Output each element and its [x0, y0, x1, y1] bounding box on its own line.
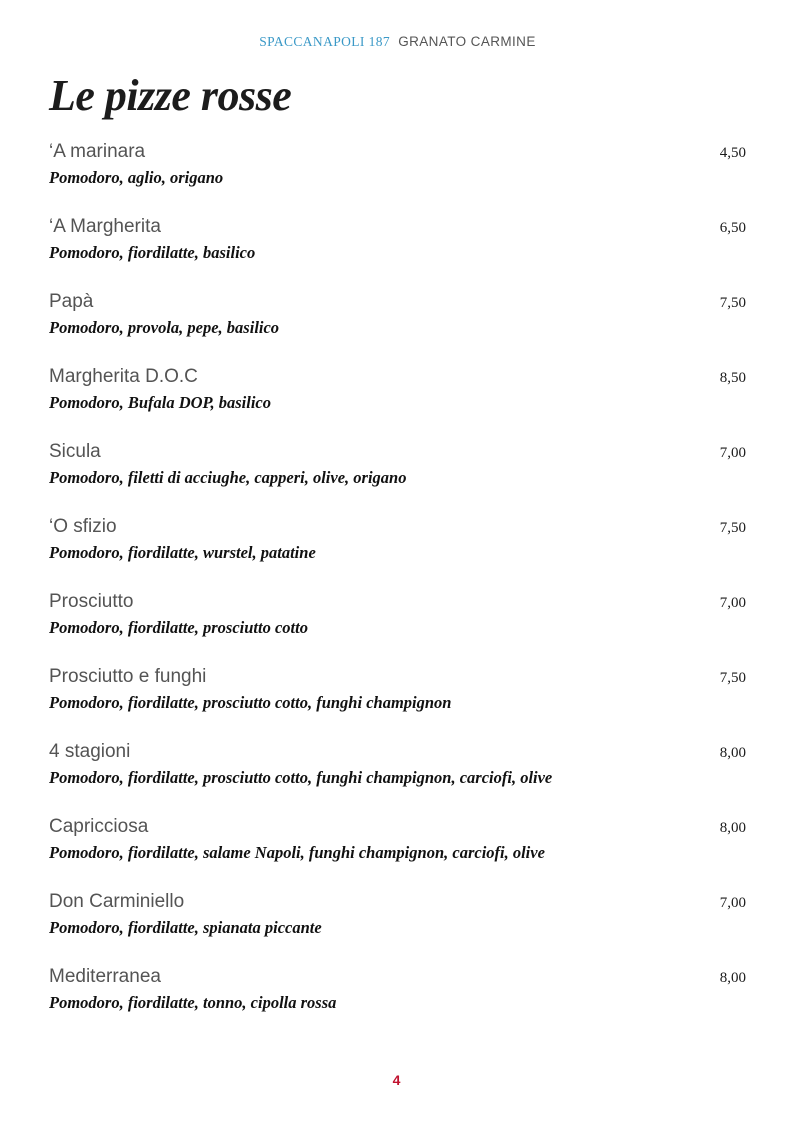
menu-item-row — [49, 440, 746, 463]
menu-item-price: 8,00 — [719, 970, 746, 986]
menu-item-row — [49, 365, 746, 388]
menu-item-price: 7,00 — [719, 595, 746, 611]
menu-item — [49, 365, 746, 413]
menu-item-name: ‘A Margherita — [49, 216, 161, 237]
menu-item-name: Papà — [49, 291, 94, 312]
menu-item-price: 7,50 — [719, 670, 746, 686]
menu-item-row — [49, 890, 746, 913]
page-header — [49, 0, 746, 50]
menu-item-price: 8,00 — [719, 745, 746, 761]
menu-item-row — [49, 215, 746, 238]
menu-item-row — [49, 290, 746, 313]
menu-item-name: Capricciosa — [49, 816, 149, 837]
menu-item-row — [49, 590, 746, 613]
restaurant-owner: GRANATO CARMINE — [398, 34, 536, 49]
menu-item-name: Prosciutto e funghi — [49, 666, 207, 687]
page-footer — [0, 1072, 793, 1090]
menu-item-description: Pomodoro, fiordilatte, prosciutto cotto, funghi champignon — [49, 693, 452, 712]
menu-item — [49, 890, 746, 938]
menu-item-description: Pomodoro, fiordilatte, prosciutto cotto — [49, 618, 308, 637]
menu-item-description: Pomodoro, Bufala DOP, basilico — [49, 393, 272, 412]
menu-item-description: Pomodoro, aglio, origano — [49, 168, 224, 187]
menu-item-description: Pomodoro, fiordilatte, salame Napoli, funghi champignon, carciofi, olive — [49, 843, 545, 862]
menu-item — [49, 290, 746, 338]
menu-item — [49, 740, 746, 788]
menu-item-name: Don Carminiello — [49, 891, 185, 912]
menu-item-description: Pomodoro, fiordilatte, wurstel, patatine — [49, 543, 316, 562]
menu-item-description: Pomodoro, fiordilatte, spianata piccante — [49, 918, 322, 937]
menu-item — [49, 665, 746, 713]
menu-item-description: Pomodoro, fiordilatte, tonno, cipolla rossa — [49, 993, 337, 1012]
menu-item-price: 8,50 — [719, 370, 746, 386]
menu-item-price: 4,50 — [719, 145, 746, 161]
menu-item-row — [49, 140, 746, 163]
menu-item — [49, 590, 746, 638]
menu-item-description: Pomodoro, fiordilatte, basilico — [49, 243, 256, 262]
page-number: 4 — [392, 1072, 401, 1088]
menu-item-name: 4 stagioni — [49, 741, 131, 762]
menu-item-name: Sicula — [49, 441, 101, 462]
menu-item-description: Pomodoro, provola, pepe, basilico — [49, 318, 280, 337]
menu-item-name: Prosciutto — [49, 591, 134, 612]
menu-item-name: Mediterranea — [49, 966, 161, 987]
menu-item-description: Pomodoro, fiordilatte, prosciutto cotto, funghi champignon, carciofi, olive — [49, 768, 553, 787]
menu-item-name: ‘O sfizio — [49, 516, 117, 537]
menu-item-row — [49, 815, 746, 838]
restaurant-brand: SPACCANAPOLI 187 — [259, 34, 391, 49]
menu-item — [49, 965, 746, 1013]
menu-item-price: 6,50 — [719, 220, 746, 236]
menu-item-price: 7,50 — [719, 295, 746, 311]
menu-item-description: Pomodoro, filetti di acciughe, capperi, olive, origano — [49, 468, 407, 487]
menu-list — [49, 140, 746, 1013]
menu-item-price: 8,00 — [719, 820, 746, 836]
menu-item-row — [49, 665, 746, 688]
menu-item-name: ‘A marinara — [49, 141, 146, 162]
menu-item — [49, 440, 746, 488]
menu-item — [49, 815, 746, 863]
menu-item-row — [49, 740, 746, 763]
menu-item — [49, 515, 746, 563]
menu-item-price: 7,00 — [719, 895, 746, 911]
menu-item — [49, 140, 746, 188]
section-title: Le pizze rosse — [49, 71, 292, 120]
menu-item-price: 7,00 — [719, 445, 746, 461]
menu-item-name: Margherita D.O.C — [49, 366, 198, 387]
menu-item — [49, 215, 746, 263]
menu-item-price: 7,50 — [719, 520, 746, 536]
menu-item-row — [49, 515, 746, 538]
menu-item-row — [49, 965, 746, 988]
